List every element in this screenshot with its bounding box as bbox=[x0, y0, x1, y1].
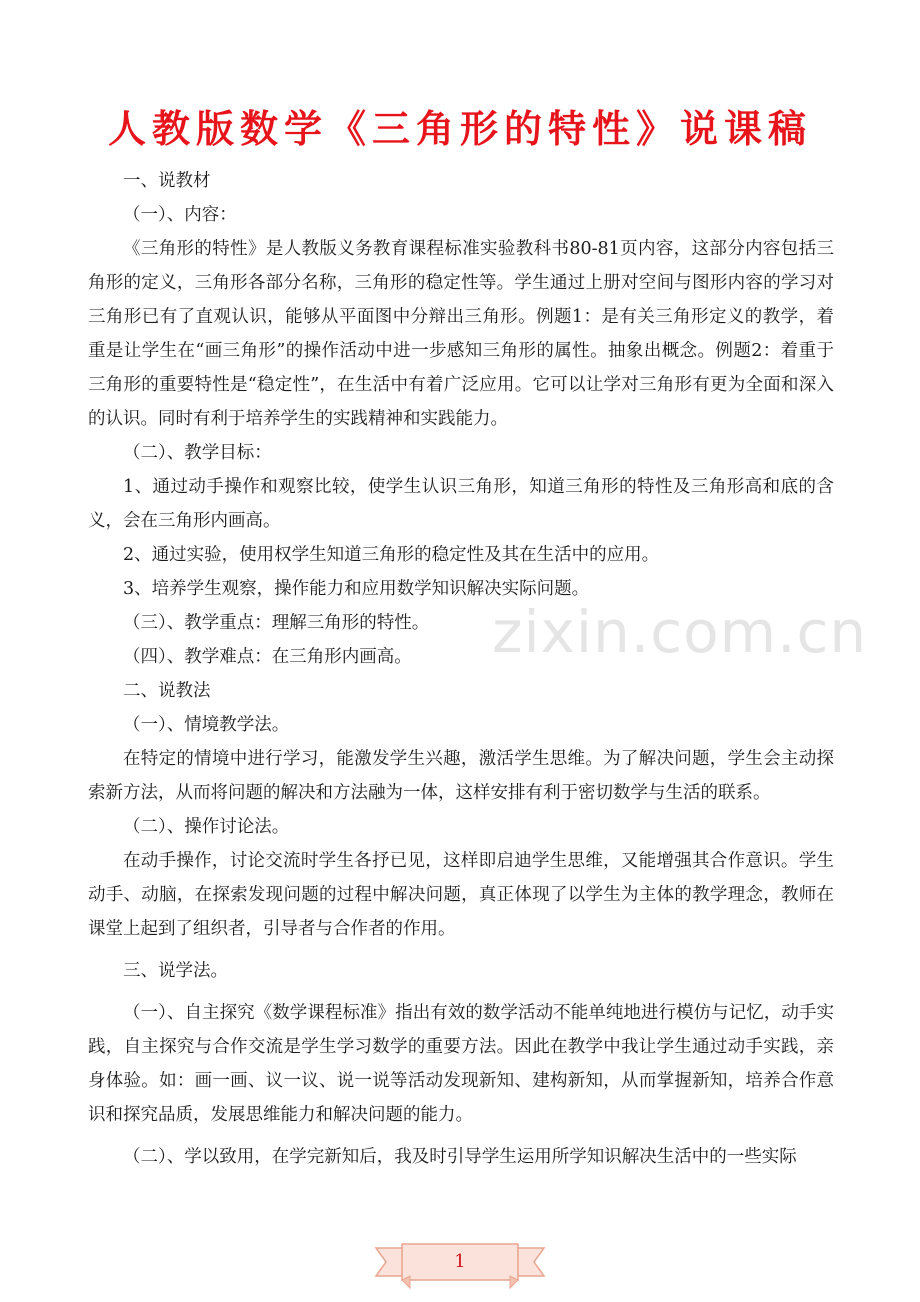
section-heading: 二、说教法 bbox=[123, 681, 211, 701]
body-paragraph: 在动手操作，讨论交流时学生各抒已见，这样即启迪学生思维，又能增强其合作意识。学生动手、动脑，在探索发现问题的过程中解决问题，真正体现了以学生为主体的教学理念，教师在课堂上起到了组织者，引导者与合作者的作用。 bbox=[88, 851, 834, 939]
watermark: zixin.com.cn bbox=[492, 598, 868, 666]
page-number-ribbon bbox=[372, 1234, 548, 1294]
list-item: 3、培养学生观察，操作能力和应用数学知识解决实际问题。 bbox=[123, 579, 590, 599]
body-paragraph: （二）、学以致用，在学完新知后，我及时引导学生运用所学知识解决生活中的一些实际 bbox=[123, 1147, 797, 1167]
section-heading: 三、说学法。 bbox=[123, 961, 228, 981]
body-paragraph: 在特定的情境中进行学习，能激发学生兴趣，激活学生思维。为了解决问题，学生会主动探索新方法，从而将问题的解决和方法融为一体，这样安排有利于密切数学与生活的联系。 bbox=[88, 749, 834, 803]
subsection-heading: （一）、情境教学法。 bbox=[123, 715, 290, 735]
section-heading: 一、说教材 bbox=[123, 171, 211, 191]
body-paragraph: （一）、自主探究《数学课程标准》指出有效的数学活动不能单纯地进行模仿与记忆，动手实践，自主探究与合作交流是学生学习数学的重要方法。因此在教学中我让学生通过动手实践，亲身体验。如：画一画、议一议、说一说等活动发现新知、建构新知，从而掌握新知，培养合作意识和探究品质，发展思维能力和解决问题的能力。 bbox=[88, 1003, 834, 1125]
subsection-heading: （三）、教学重点：理解三角形的特性。 bbox=[123, 613, 430, 633]
body-paragraph: 《三角形的特性》是人教版义务教育课程标准实验教科书80-81页内容，这部分内容包括三角形的定义，三角形各部分名称，三角形的稳定性等。学生通过上册对空间与图形内容的学习对三角形已有了直观认识，能够从平面图中分辩出三角形。例题1：是有关三角形定义的教学，着重是让学生在“画三角形”的操作活动中进一步感知三角形的属性。抽象出概念。例题2：着重于三角形的重要特性是“稳定性”，在生活中有着广泛应用。它可以让学对三角形有更为全面和深入的认识。同时有利于培养学生的实践精神和实践能力。 bbox=[88, 239, 834, 429]
page-number: 1 bbox=[454, 1251, 466, 1272]
subsection-heading: （四）、教学难点：在三角形内画高。 bbox=[123, 647, 412, 667]
document-title: 人教版数学《三角形的特性》说课稿 bbox=[107, 107, 812, 151]
list-item: 1、通过动手操作和观察比较，使学生认识三角形，知道三角形的特性及三角形高和底的含义，会在三角形内画高。 bbox=[88, 477, 834, 531]
document-body bbox=[88, 164, 834, 1174]
list-item: 2、通过实验，使用权学生知道三角形的稳定性及其在生活中的应用。 bbox=[123, 545, 660, 565]
subsection-heading: （二）、操作讨论法。 bbox=[123, 817, 290, 837]
subsection-heading: （二）、教学目标： bbox=[123, 443, 272, 463]
subsection-heading: （一）、内容： bbox=[123, 205, 237, 225]
